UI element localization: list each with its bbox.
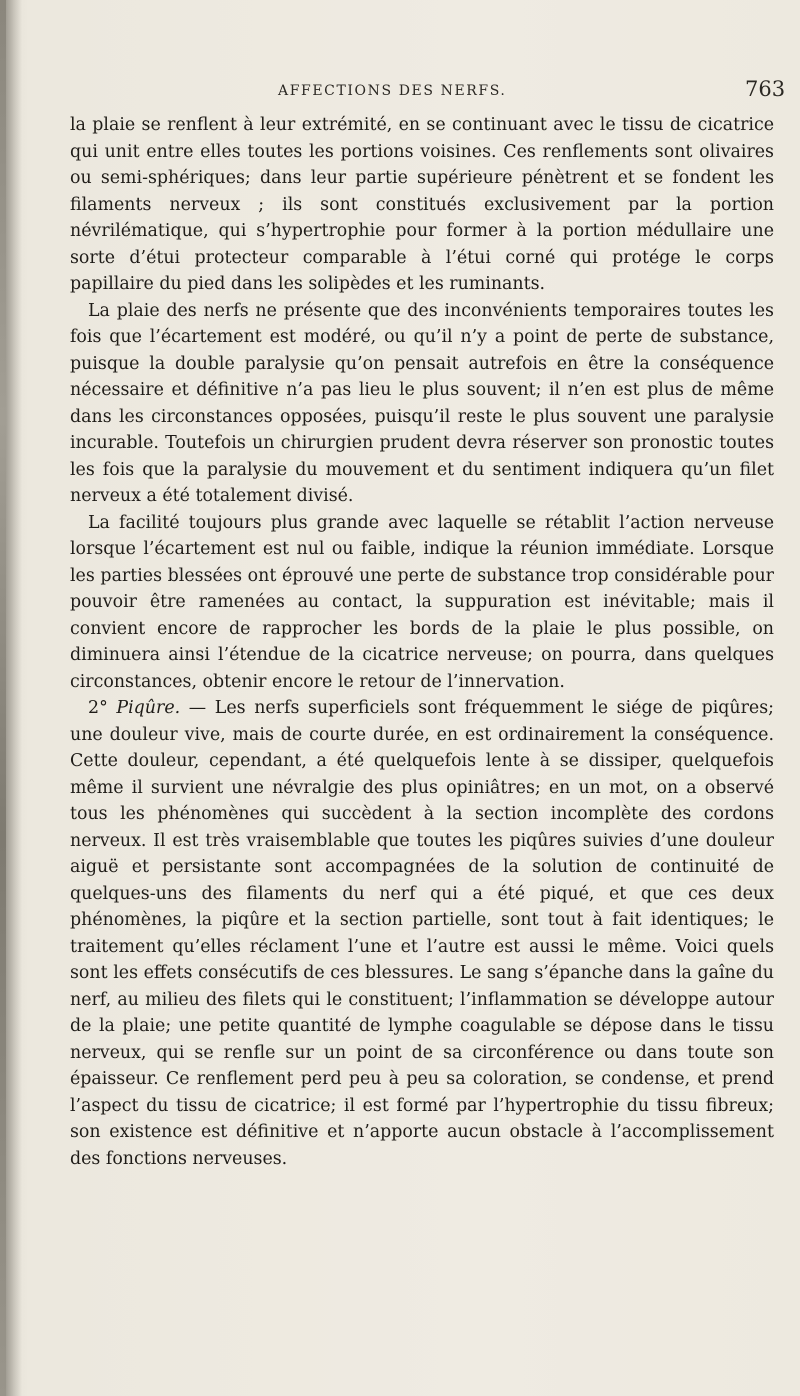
page-header — [278, 77, 786, 107]
section-text: — Les nerfs superficiels sont fréquemment le siége de piqûres; une douleur vive, mais de courte durée, en est ordinairement la conséquence. Cette douleur, cependant, a été quelquefois lente à se dissiper, quelquefois même il survient une névralgie des plus opiniâtres; en un mot, on a observé tous les phénomènes qui succèdent à la section incomplète des cordons nerveux. Il est très vraisemblable que toutes les piqûres suivies d’une douleur aiguë et persistante sont accompagnées de la solution de continuité de quelques-uns des filaments du nerf qui a été piqué, et que ces deux phénomènes, la piqûre et la section partielle, sont tout à fait identiques; le traitement qu’elles réclament l’une et l’autre est aussi le même. Voici quels sont les effets consécutifs de ces blessures. Le sang s’épanche dans la gaîne du nerf, au milieu des filets qui le constituent; l’inflammation se développe autour de la plaie; une petite quantité de lymphe coagulable se dépose dans le tissu nerveux, qui se renfle sur un point de sa circonférence ou dans toute son épaisseur. Ce renflement perd peu à peu sa coloration, se condense, et prend l’aspect du tissu de cicatrice; il est formé par l’hypertrophie du tissu fibreux; son existence est définitive et n’apporte aucun obstacle à l’accomplissement des fonctions nerveuses. — [70, 698, 774, 1169]
paragraph-prognosis: La plaie des nerfs ne présente que des inconvénients temporaires toutes les fois que l’écartement est modéré, ou qu’il n’y a point de perte de substance, puisque la double paralysie qu’on pensait autrefois en être la conséquence nécessaire et définitive n’a pas lieu le plus souvent; il n’en est plus de même dans les circonstances opposées, puisqu’il reste le plus souvent une paralysie incurable. Toutefois un chirurgien prudent devra réserver son pronostic toutes les fois que la paralysie du mouvement et du sentiment indiquera qu’un filet nerveux a été totalement divisé. — [70, 300, 774, 506]
section-title: Piqûre. — [116, 698, 181, 718]
paragraph-continuation: la plaie se renflent à leur extrémité, en se continuant avec le tissu de cicatrice qui unit entre elles toutes les portions voisines. Ces renflements sont olivaires ou semi-sphériques; dans leur partie supérieure pénètrent et se fondent les filaments nerveux ; ils sont constitués exclusivement par la portion névrilématique, qui s’hypertrophie pour former à la portion médullaire une sorte d’étui protecteur comparable à l’étui corné qui protége le corps papillaire du pied dans les solipèdes et les ruminants. — [70, 115, 774, 294]
section-number: 2° — [88, 698, 108, 718]
section-piqure — [70, 695, 774, 1172]
gutter-shadow — [6, 0, 22, 1396]
page-number: 763 — [745, 77, 786, 101]
body-text — [70, 112, 774, 1172]
paragraph-treatment: La facilité toujours plus grande avec laquelle se rétablit l’action nerveuse lorsque l’écartement est nul ou faible, indique la réunion immédiate. Lorsque les parties blessées ont éprouvé une perte de substance trop considérable pour pouvoir être ramenées au contact, la suppuration est inévitable; mais il convient encore de rapprocher les bords de la plaie le plus possible, on diminuera ainsi l’étendue de la cicatrice nerveuse; on pourra, dans quelques circonstances, obtenir encore le retour de l’innervation. — [70, 512, 774, 692]
running-head: AFFECTIONS DES NERFS. — [278, 83, 507, 99]
